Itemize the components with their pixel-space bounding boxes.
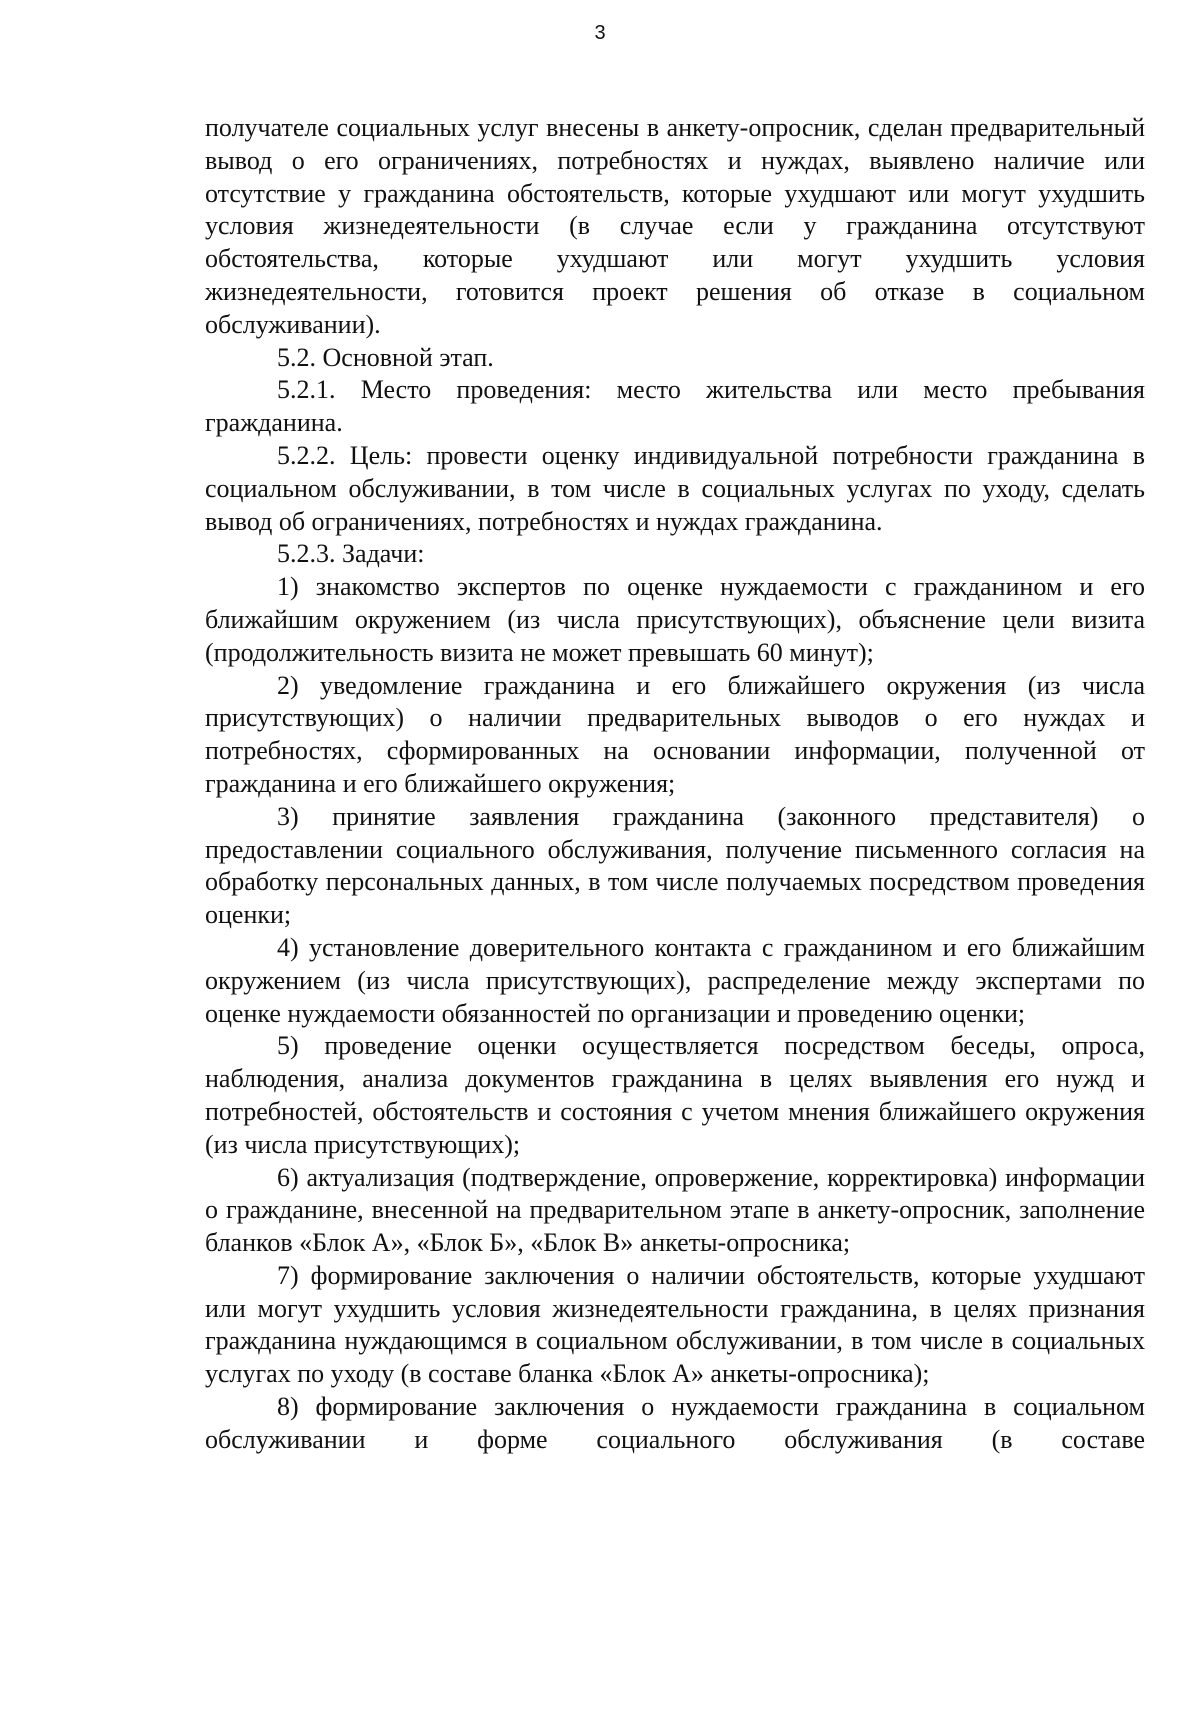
paragraph-continuation: получателе социальных услуг внесены в анкету-опросник, сделан предварительный вывод о его ограничениях, потребностях и нуждах, выявлено наличие или отсутствие у гражданина обстоятельств, которые ухудшают или могут ухудшить условия жизнедеятельности (в случае если у гражданина отсутствуют обстоятельства, которые ухудшают или могут ухудшить условия жизнедеятельности, готовится проект решения об отказе в социальном обслуживании). [205, 113, 1145, 339]
paragraph-5-2-2: 5.2.2. Цель: провести оценку индивидуальной потребности гражданина в социальном обслуживании, в том числе в социальных услугах по уходу, сделать вывод об ограничениях, потребностях и нуждах гражданина. [205, 440, 1145, 536]
paragraph-5-2-1: 5.2.1. Место проведения: место жительства или место пребывания гражданина. [205, 375, 1145, 438]
page-number: 3 [594, 22, 606, 44]
task-item-5: 5) проведение оценки осуществляется посредством беседы, опроса, наблюдения, анализа документов гражданина в целях выявления его нужд и потребностей, обстоятельств и состояния с учетом мнения ближайшего окружения (из числа присутствующих); [205, 1031, 1145, 1159]
paragraph-5-2: 5.2. Основной этап. [277, 342, 494, 372]
paragraph-5-2-3: 5.2.3. Задачи: [277, 539, 425, 569]
task-item-4: 4) установление доверительного контакта с гражданином и его ближайшим окружением (из числа присутствующих), распределение между экспертами по оценке нуждаемости обязанностей по организации и проведению оценки; [205, 932, 1145, 1028]
task-item-8: 8) формирование заключения о нуждаемости гражданина в социальном обслуживании и форме социального обслуживания (в составе [205, 1392, 1145, 1454]
task-item-3: 3) принятие заявления гражданина (законного представителя) о предоставлении социального обслуживания, получение письменного согласия на обработку персональных данных, в том числе получаемых посредством проведения оценки; [205, 801, 1145, 930]
task-item-7: 7) формирование заключения о наличии обстоятельств, которые ухудшают или могут ухудшить условия жизнедеятельности гражданина, в целях признания гражданина нуждающимся в социальном обслуживании, в том числе в социальных услугах по уходу (в составе бланка «Блок А» анкеты-опросника); [205, 1260, 1145, 1389]
task-item-2: 2) уведомление гражданина и его ближайшего окружения (из числа присутствующих) о наличии предварительных выводов о его нуждах и потребностях, сформированных на основании информации, полученной от гражданина и его ближайшего окружения; [205, 670, 1145, 798]
task-item-1: 1) знакомство экспертов по оценке нуждаемости с гражданином и его ближайшим окружением (из числа присутствующих), объяснение цели визита (продолжительность визита не может превышать 60 минут); [205, 572, 1145, 667]
document-body [205, 112, 1145, 1457]
task-item-6: 6) актуализация (подтверждение, опровержение, корректировка) информации о гражданине, внесенной на предварительном этапе в анкету-опросник, заполнение бланков «Блок А», «Блок Б», «Блок В» анкеты-опросника; [205, 1162, 1145, 1258]
